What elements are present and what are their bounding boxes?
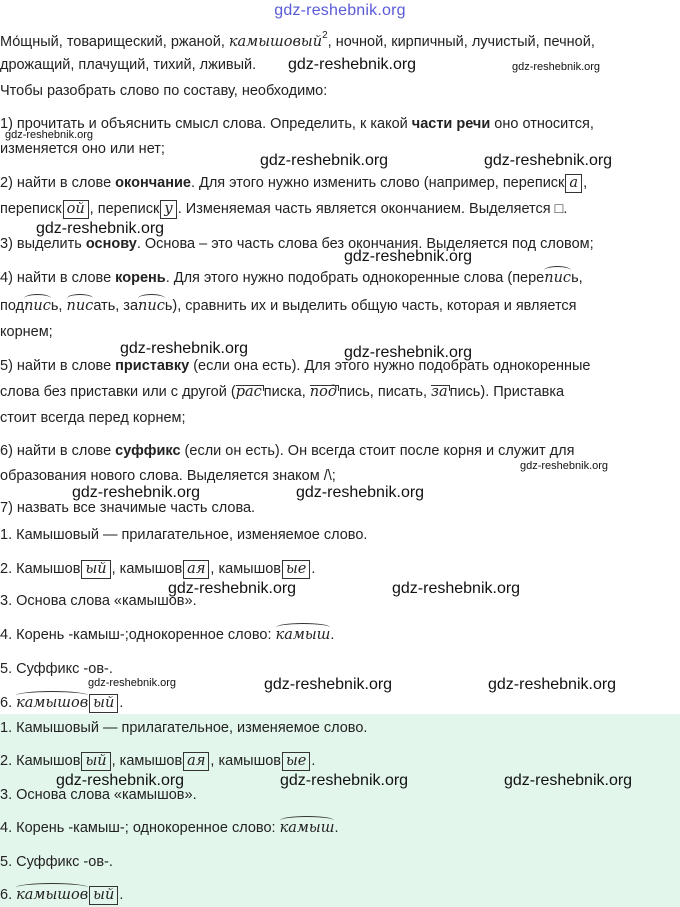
answer-4-text: 4. Корень -камыш-; однокоренное слово: bbox=[0, 820, 280, 836]
prefix-mark: рас bbox=[235, 384, 262, 400]
watermark: gdz-reshebnik.org bbox=[264, 676, 393, 693]
root-mark: пис bbox=[24, 298, 51, 314]
watermark: gdz-reshebnik.org bbox=[504, 772, 633, 789]
step-1-text-b: оно относится, bbox=[490, 116, 594, 132]
answer-5: 5. Суффикс -ов-. bbox=[0, 854, 113, 870]
prefix-mark: за bbox=[431, 384, 448, 400]
step-2-bold: окончание bbox=[115, 175, 191, 191]
step-1-cont: изменяется оно или нет; bbox=[0, 141, 165, 157]
step-5-text: 5) найти в слове bbox=[0, 358, 116, 374]
analysis-2-dot: . bbox=[311, 561, 316, 577]
step-4-text-b: . Для этого нужно подобрать однокоренные слова (пере bbox=[165, 270, 545, 286]
answer-1: 1. Камышовый — прилагательное, изменяемое слово. bbox=[0, 720, 368, 736]
watermark: gdz-reshebnik.org bbox=[36, 220, 165, 237]
watermark: gdz-reshebnik.org bbox=[488, 676, 617, 693]
intro-words-b: , ночной, кирпичный, лучистый, печной, bbox=[327, 34, 595, 50]
watermark: gdz-reshebnik.org bbox=[5, 129, 94, 141]
step-4-end: корнем; bbox=[0, 324, 53, 340]
step-4 bbox=[0, 270, 583, 286]
answer-2-text: 2. Камышов bbox=[0, 753, 81, 769]
step-2: 2) найти в слове окончание. Для этого нужно изменить слово (например, переписк а , bbox=[0, 175, 588, 191]
step-4-text-f: ать, за bbox=[93, 298, 139, 314]
step-5-text-c: слова без приставки или с другой ( bbox=[0, 384, 236, 400]
step-2-text-e: . Изменяемая часть является окончанием. Выделяется □. bbox=[177, 201, 568, 217]
step-3-bold: основу bbox=[85, 236, 137, 252]
ending-box: ый bbox=[89, 886, 118, 905]
ending-box: ый bbox=[81, 752, 110, 771]
analysis-5: 5. Суффикс -ов-. bbox=[0, 661, 113, 677]
analysis-4: 4. Корень -камыш-;однокоренное слово: камыш. bbox=[0, 627, 335, 643]
watermark: gdz-reshebnik.org bbox=[296, 484, 425, 501]
step-2-text-c: переписк bbox=[0, 201, 62, 217]
step-2-text-b: . Для этого нужно изменить слово (например, переписк bbox=[190, 175, 565, 191]
step-3 bbox=[0, 236, 594, 252]
target-sup: 2 bbox=[322, 30, 328, 41]
step-2-text-d: , переписк bbox=[89, 201, 160, 217]
analysis-2-sep: , камышов bbox=[111, 561, 183, 577]
watermark: gdz-reshebnik.org bbox=[168, 580, 297, 597]
answer-2-sep: , камышов bbox=[210, 753, 281, 769]
step-6 bbox=[0, 443, 574, 459]
answer-panel bbox=[0, 714, 680, 907]
ending-box: ые bbox=[282, 752, 310, 771]
answer-2-sep: , камышов bbox=[111, 753, 183, 769]
step-1-text: 1) прочитать и объяснить смысл слова. Определить, к какой bbox=[0, 116, 412, 132]
step-5-text-e: пись, писать, bbox=[339, 384, 432, 400]
root-mark: пис bbox=[544, 270, 572, 286]
step-6-text-b: (если он есть). Он всегда стоит после корня и служит для bbox=[180, 443, 575, 459]
watermark: gdz-reshebnik.org bbox=[88, 677, 177, 689]
step-6-text: 6) найти в слове bbox=[0, 443, 116, 459]
analysis-6 bbox=[0, 694, 123, 713]
step-4-text-g: ь), сравнить их и выделить общую часть, которая и является bbox=[164, 298, 577, 314]
ending-box: ые bbox=[282, 560, 310, 579]
ending-box: ый bbox=[89, 694, 118, 713]
answer-4: 4. Корень -камыш-; однокоренное слово: камыш. bbox=[0, 820, 339, 836]
ending-box: у bbox=[160, 200, 176, 219]
step-4-text-e: ь, bbox=[50, 298, 67, 314]
step-5 bbox=[0, 358, 591, 374]
analysis-6-num: 6. bbox=[0, 695, 17, 711]
stem-mark: камышов bbox=[16, 695, 89, 711]
answer-2-dot: . bbox=[311, 753, 316, 769]
analysis-2-sep: , камышов bbox=[210, 561, 281, 577]
analysis-3: 3. Основа слова «камышов». bbox=[0, 593, 197, 609]
step-5-end: стоит всегда перед корнем; bbox=[0, 410, 186, 426]
ending-box: ой bbox=[63, 200, 89, 219]
watermark: gdz-reshebnik.org bbox=[72, 484, 201, 501]
ending-box: ый bbox=[81, 560, 110, 579]
step-2-text: 2) найти в слове bbox=[0, 175, 116, 191]
intro-words-a: Мо́щный, товарищеский, ржаной, bbox=[0, 34, 229, 50]
answer-6 bbox=[0, 886, 123, 905]
target-word: камышовый bbox=[228, 34, 323, 50]
root-mark: пис bbox=[138, 298, 165, 314]
analysis-1: 1. Камышовый — прилагательное, изменяемое слово. bbox=[0, 527, 368, 543]
step-4-text-d: под bbox=[0, 298, 25, 314]
watermark: gdz-reshebnik.org bbox=[484, 152, 613, 169]
method-heading: Чтобы разобрать слово по составу, необходимо: bbox=[0, 83, 328, 99]
watermark: gdz-reshebnik.org bbox=[344, 344, 473, 361]
step-4-text-c: ь, bbox=[571, 270, 583, 286]
intro-line-2: дрожащий, плачущий, тихий, лживый. bbox=[0, 57, 257, 73]
analysis-2-text: 2. Камышов bbox=[0, 561, 81, 577]
intro-line-1 bbox=[0, 30, 595, 50]
step-7: 7) назвать все значимые часть слова. bbox=[0, 500, 256, 516]
root-mark: пис bbox=[66, 298, 94, 314]
step-5-bold: приставку bbox=[115, 358, 190, 374]
analysis-6-dot: . bbox=[119, 695, 124, 711]
analysis-2 bbox=[0, 560, 315, 579]
watermark: gdz-reshebnik.org bbox=[392, 580, 521, 597]
watermark: gdz-reshebnik.org bbox=[260, 152, 389, 169]
step-2-cont bbox=[0, 200, 567, 219]
answer-6-dot: . bbox=[119, 887, 124, 903]
step-5-text-b: (если она есть). Для этого нужно подобрать однокоренные bbox=[189, 358, 591, 374]
step-4-text: 4) найти в слове bbox=[0, 270, 116, 286]
step-5-text-d: писка, bbox=[263, 384, 310, 400]
watermark: gdz-reshebnik.org bbox=[288, 56, 417, 73]
step-4-cont bbox=[0, 298, 577, 314]
watermark: gdz-reshebnik.org bbox=[520, 460, 609, 472]
step-5-cont bbox=[0, 384, 564, 400]
watermark: gdz-reshebnik.org bbox=[512, 61, 601, 73]
step-3-text: 3) выделить bbox=[0, 236, 86, 252]
ending-box: а bbox=[565, 174, 582, 193]
watermark: gdz-reshebnik.org bbox=[344, 248, 473, 265]
step-6-bold: суффикс bbox=[115, 443, 181, 459]
step-5-text-f: пись). Приставка bbox=[449, 384, 565, 400]
prefix-mark: под bbox=[309, 384, 338, 400]
answer-6-num: 6. bbox=[0, 887, 17, 903]
step-6-cont: образования нового слова. Выделяется знаком /\; bbox=[0, 468, 336, 484]
ending-box: ая bbox=[183, 560, 209, 579]
ending-box: ая bbox=[183, 752, 209, 771]
root-mark: камыш bbox=[279, 820, 335, 836]
step-3-text-b: . Основа – это часть слова без окончания. Выделяется под словом; bbox=[136, 236, 594, 252]
step-1-bold: части речи bbox=[411, 116, 491, 132]
watermark: gdz-reshebnik.org bbox=[120, 340, 249, 357]
answer-3: 3. Основа слова «камышов». bbox=[0, 787, 197, 803]
step-4-bold: корень bbox=[115, 270, 166, 286]
stem-mark: камышов bbox=[16, 887, 89, 903]
site-title[interactable]: gdz-reshebnik.org bbox=[274, 2, 406, 19]
root-mark: камыш bbox=[275, 627, 331, 643]
watermark: gdz-reshebnik.org bbox=[280, 772, 409, 789]
answer-2 bbox=[0, 752, 315, 771]
analysis-4-text: 4. Корень -камыш-;однокоренное слово: bbox=[0, 627, 276, 643]
watermark: gdz-reshebnik.org bbox=[56, 772, 185, 789]
